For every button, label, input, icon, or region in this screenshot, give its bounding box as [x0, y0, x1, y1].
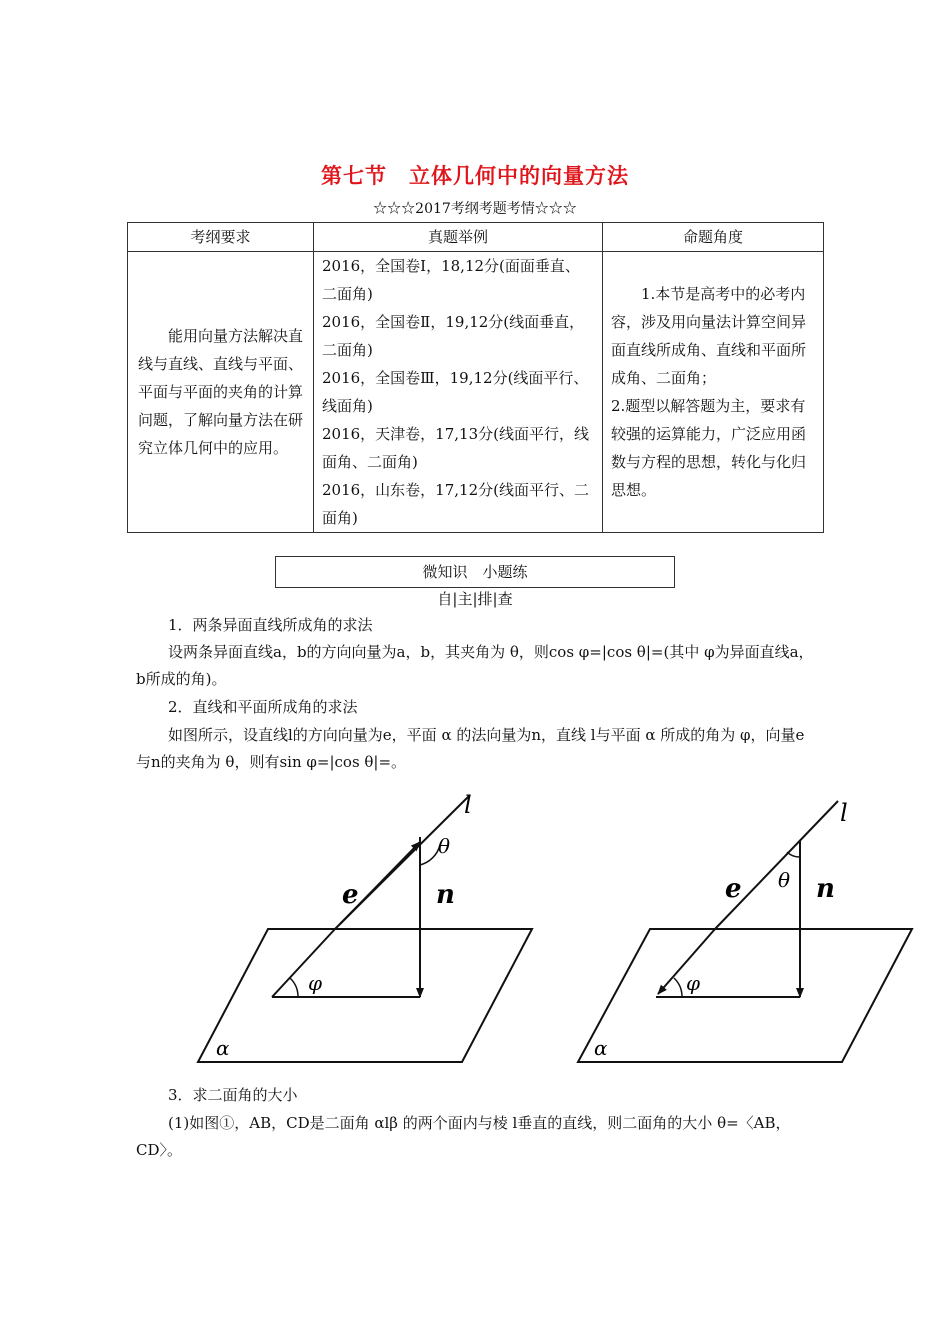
angle-cell [603, 252, 824, 533]
page-title: 第七节 立体几何中的向量方法 [321, 164, 629, 188]
requirement-cell [128, 252, 314, 533]
phi-arc [674, 978, 682, 997]
syllabus-table [127, 222, 824, 533]
paragraph-1: 设两条异面直线a，b的方向向量为a，b，其夹角为 θ，则cos φ=|cos θ|=(其中 φ为异面直线a，b所成的角)。 [136, 643, 814, 688]
label-phi: φ [308, 971, 323, 995]
paragraph-2: 如图所示，设直线l的方向向量为e，平面 α 的法向量为n，直线 l与平面 α 所成的角为 φ，向量e与n的夹角为 θ，则有sin φ=|cos θ|=。 [136, 726, 805, 771]
heading-3: 3．求二面角的大小 [168, 1086, 298, 1104]
angle-point-1: 1.本节是高考中的必考内容，涉及用向量法计算空间异面直线所成角、直线和平面所成角、二面角； [611, 285, 807, 387]
plane-shape [198, 929, 532, 1062]
subtitle: ☆☆☆2017考纲考题考情☆☆☆ [373, 201, 577, 217]
requirement-text: 能用向量方法解决直线与直线、直线与平面、平面与平面的夹角的计算问题，了解向量方法在研究立体几何中的应用。 [138, 327, 304, 457]
paragraph-3: (1)如图①，AB，CD是二面角 αlβ 的两个面内与棱 l垂直的直线，则二面角的大小 θ=〈AB，CD〉。 [136, 1114, 791, 1159]
section-tags: 自|主|排|查 [437, 590, 513, 608]
figure-line-plane-angle-1 [190, 785, 540, 1070]
line-l [272, 929, 335, 997]
label-theta: θ [778, 868, 791, 892]
angle-point-2: 2.题型以解答题为主，要求有较强的运算能力，广泛应用函数与方程的思想，转化与化归思想。 [611, 397, 807, 499]
heading-2: 2．直线和平面所成角的求法 [168, 698, 358, 716]
theta-arc [787, 852, 800, 857]
table-row [128, 252, 824, 533]
label-alpha: α [594, 1036, 608, 1060]
example-item: 2016，全国卷Ⅰ，18,12分(面面垂直、二面角) [322, 257, 580, 303]
label-n: n [816, 874, 835, 904]
label-theta: θ [438, 834, 451, 858]
phi-arc [290, 978, 298, 997]
example-item: 2016，全国卷Ⅲ，19,12分(线面平行、线面角) [322, 369, 589, 415]
label-n: n [436, 880, 455, 910]
figure-line-plane-angle-2 [570, 785, 920, 1070]
example-item: 2016，天津卷，17,13分(线面平行，线面角、二面角) [322, 425, 589, 471]
theta-arc [420, 845, 440, 865]
label-e: e [725, 874, 742, 904]
table-header-row [128, 223, 824, 252]
label-l: l [840, 799, 848, 827]
label-phi: φ [686, 971, 701, 995]
plane-shape [578, 929, 912, 1062]
header-examples: 真题举例 [314, 223, 603, 252]
section-box: 微知识 小题练 [275, 556, 675, 588]
examples-cell [314, 252, 603, 533]
label-l: l [464, 791, 472, 819]
line-l-above [715, 801, 838, 929]
header-angle: 命题角度 [603, 223, 824, 252]
label-alpha: α [216, 1036, 230, 1060]
label-e: e [342, 880, 359, 910]
heading-1: 1．两条异面直线所成角的求法 [168, 616, 373, 634]
example-item: 2016，山东卷，17,12分(线面平行、二面角) [322, 481, 589, 527]
header-requirement: 考纲要求 [128, 223, 314, 252]
example-item: 2016，全国卷Ⅱ，19,12分(线面垂直，二面角) [322, 313, 585, 359]
